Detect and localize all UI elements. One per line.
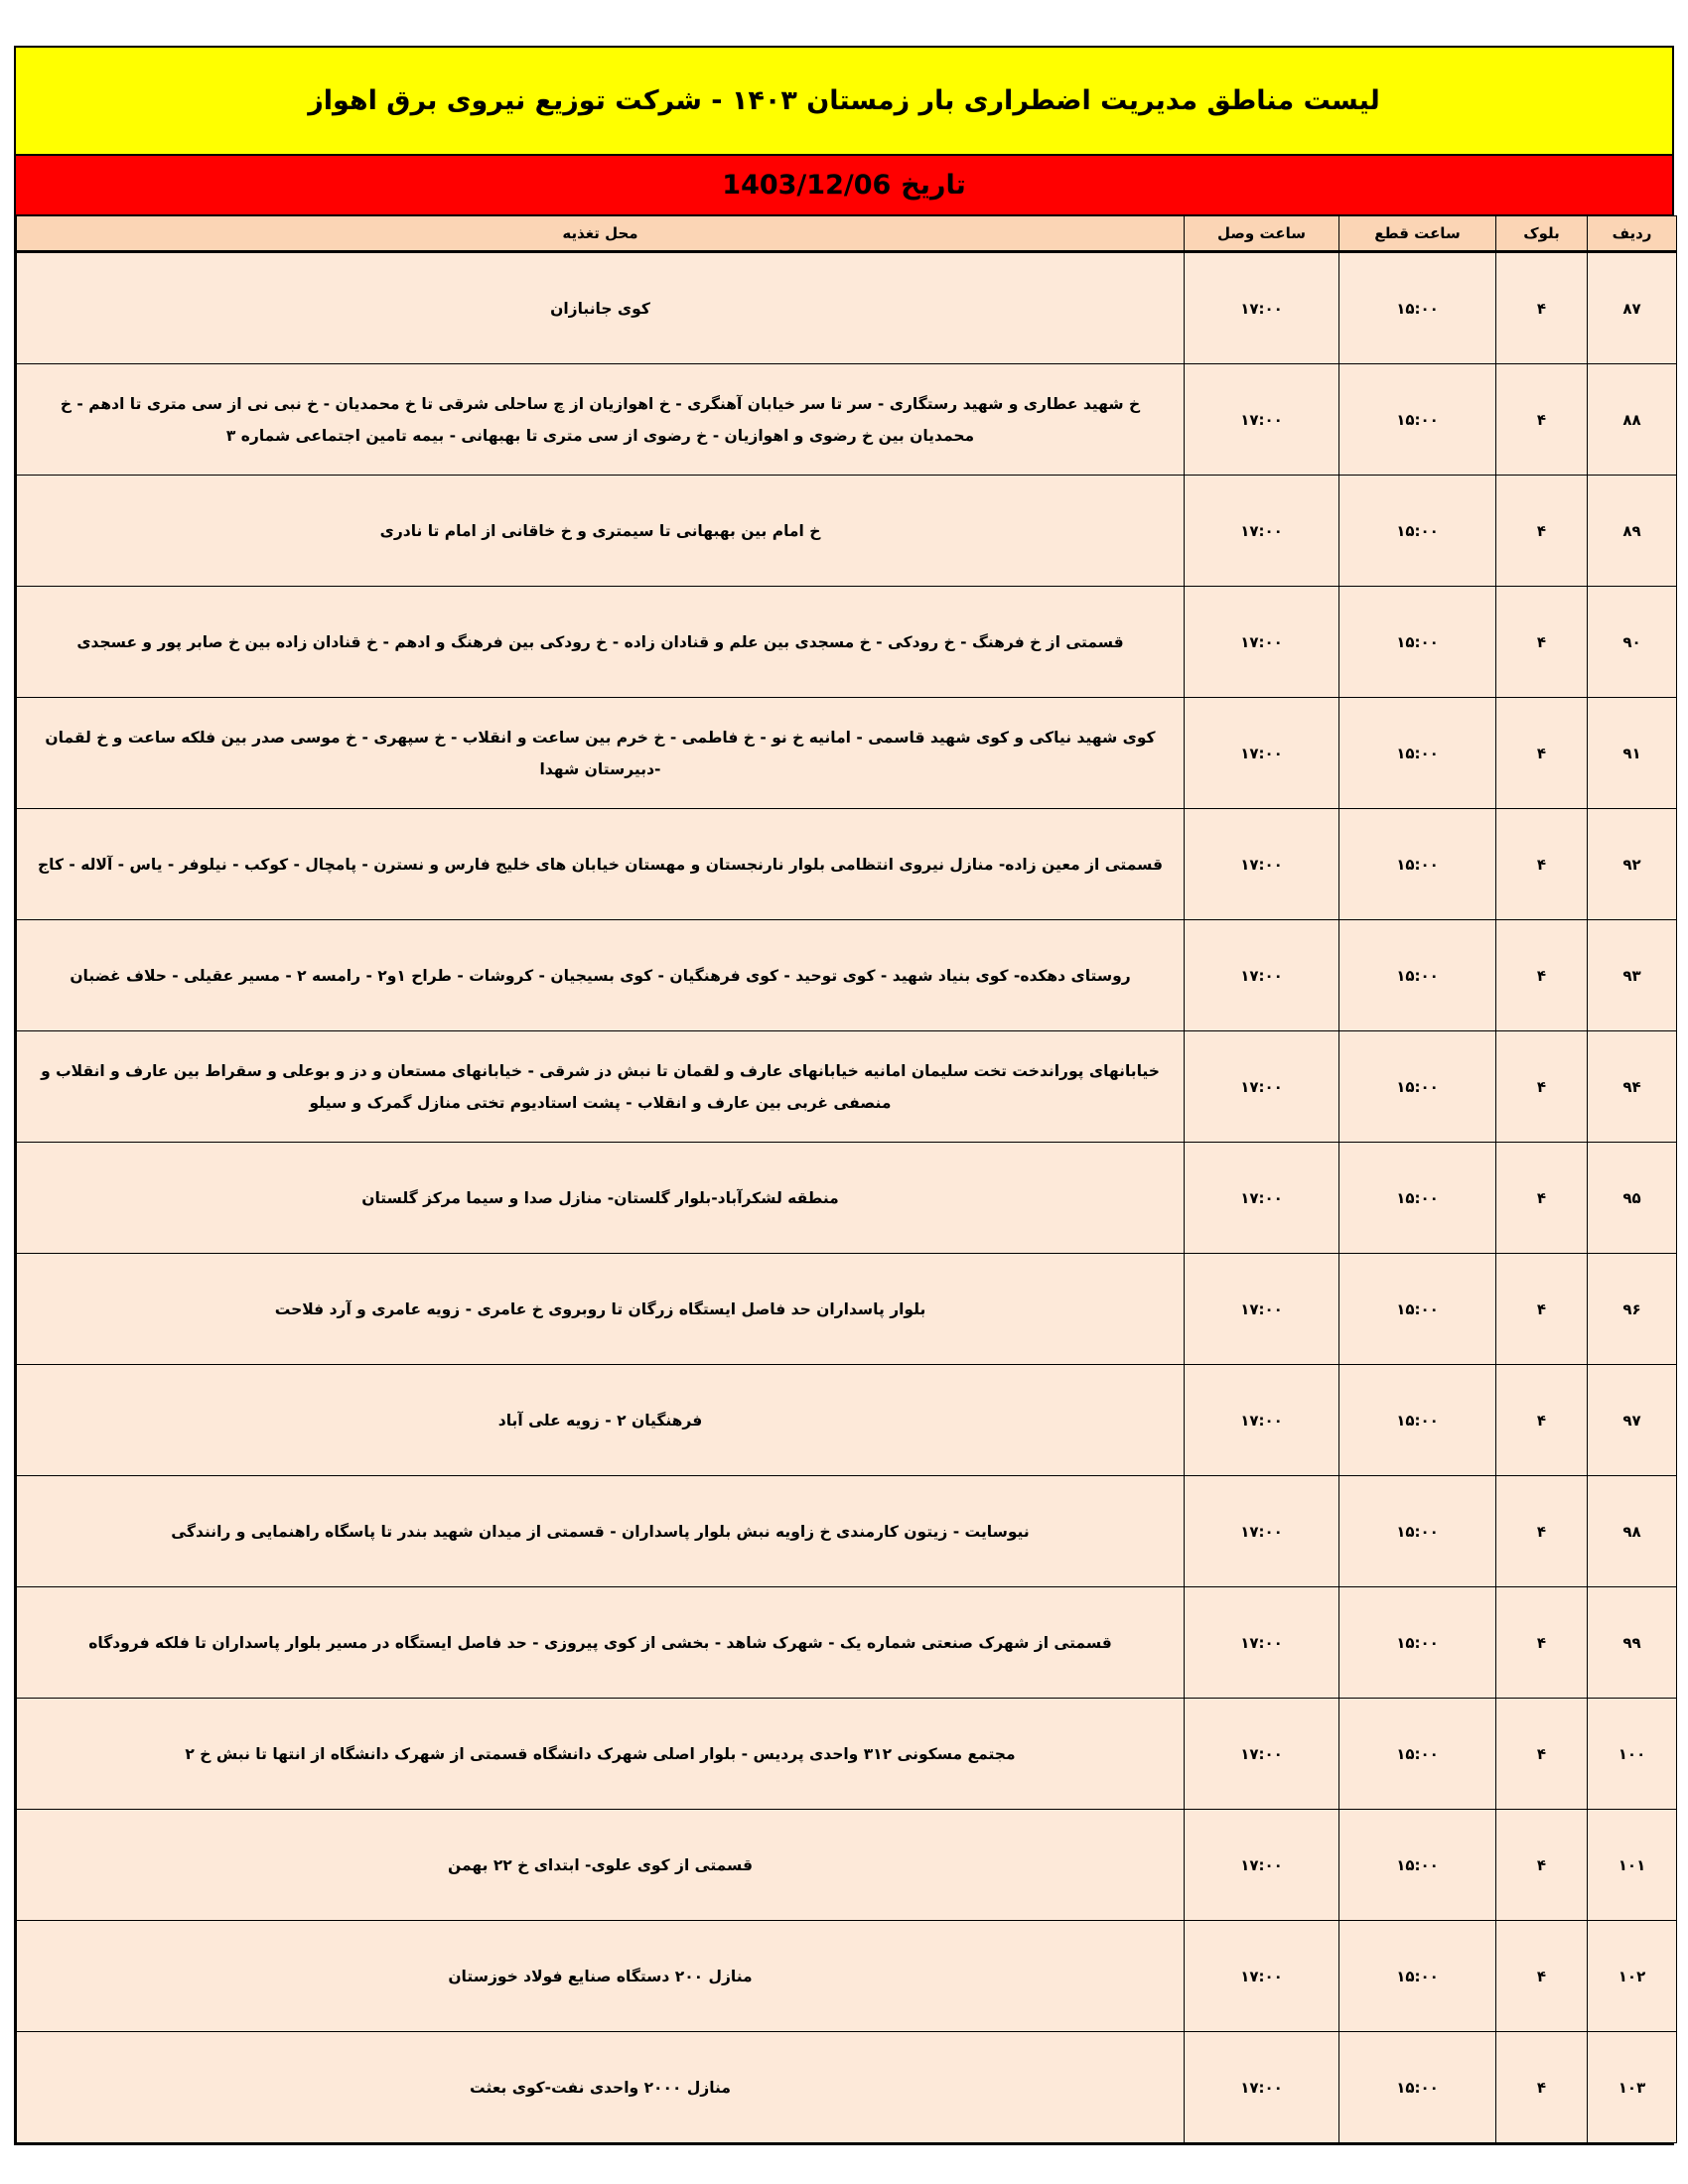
cut-time-cell: ۱۵:۰۰ xyxy=(1339,252,1496,364)
connect-time-cell: ۱۷:۰۰ xyxy=(1185,1476,1339,1587)
connect-time-cell: ۱۷:۰۰ xyxy=(1185,1699,1339,1810)
table-row xyxy=(17,1587,1677,1699)
column-header-connect-time: ساعت وصل xyxy=(1185,216,1339,252)
row-number-cell: ۸۸ xyxy=(1588,364,1677,476)
cut-time-cell: ۱۵:۰۰ xyxy=(1339,1031,1496,1143)
cut-time-cell: ۱۵:۰۰ xyxy=(1339,1699,1496,1810)
cut-time-cell: ۱۵:۰۰ xyxy=(1339,809,1496,920)
location-cell: روستای دهکده- کوی بنیاد شهید - کوی توحید - کوی فرهنگیان - کوی بسیجیان - کروشات - طراح ۱و۲ - رامسه ۲ - مسیر عقیلی - حلاف غضبان xyxy=(17,920,1185,1031)
location-cell: قسمتی از کوی علوی- ابتدای خ ۲۲ بهمن xyxy=(17,1810,1185,1921)
connect-time-cell: ۱۷:۰۰ xyxy=(1185,1587,1339,1699)
table-row xyxy=(17,1810,1677,1921)
connect-time-cell: ۱۷:۰۰ xyxy=(1185,252,1339,364)
connect-time-cell: ۱۷:۰۰ xyxy=(1185,364,1339,476)
cut-time-cell: ۱۵:۰۰ xyxy=(1339,1810,1496,1921)
block-cell: ۴ xyxy=(1496,1476,1588,1587)
connect-time-cell: ۱۷:۰۰ xyxy=(1185,1810,1339,1921)
cut-time-cell: ۱۵:۰۰ xyxy=(1339,2032,1496,2143)
row-number-cell: ۱۰۲ xyxy=(1588,1921,1677,2032)
connect-time-cell: ۱۷:۰۰ xyxy=(1185,698,1339,809)
column-header-cut-time: ساعت قطع xyxy=(1339,216,1496,252)
block-cell: ۴ xyxy=(1496,2032,1588,2143)
table-header-row xyxy=(17,216,1677,252)
table-row xyxy=(17,1699,1677,1810)
cut-time-cell: ۱۵:۰۰ xyxy=(1339,698,1496,809)
row-number-cell: ۹۱ xyxy=(1588,698,1677,809)
cut-time-cell: ۱۵:۰۰ xyxy=(1339,1587,1496,1699)
block-cell: ۴ xyxy=(1496,1921,1588,2032)
connect-time-cell: ۱۷:۰۰ xyxy=(1185,1143,1339,1254)
table-row xyxy=(17,587,1677,698)
row-number-cell: ۹۶ xyxy=(1588,1254,1677,1365)
cut-time-cell: ۱۵:۰۰ xyxy=(1339,920,1496,1031)
row-number-cell: ۱۰۳ xyxy=(1588,2032,1677,2143)
location-cell: مجتمع مسکونی ۳۱۲ واحدی پردیس - بلوار اصلی شهرک دانشگاه قسمتی از شهرک دانشگاه از انتها تا نبش خ ۲ xyxy=(17,1699,1185,1810)
table-body xyxy=(17,252,1677,2143)
table-row xyxy=(17,1921,1677,2032)
table-row xyxy=(17,1476,1677,1587)
block-cell: ۴ xyxy=(1496,1031,1588,1143)
connect-time-cell: ۱۷:۰۰ xyxy=(1185,1921,1339,2032)
date-banner xyxy=(14,156,1674,215)
location-cell: منازل ۲۰۰ دستگاه صنایع فولاد خوزستان xyxy=(17,1921,1185,2032)
location-cell: قسمتی از شهرک صنعتی شماره یک - شهرک شاهد - بخشی از کوی پیروزی - حد فاصل ایستگاه در مسیر بلوار پاسداران تا فلکه فرودگاه xyxy=(17,1587,1185,1699)
date-label: تاریخ xyxy=(901,170,966,201)
location-cell: فرهنگیان ۲ - زویه علی آباد xyxy=(17,1365,1185,1476)
column-header-location: محل تغذیه xyxy=(17,216,1185,252)
table-row xyxy=(17,1143,1677,1254)
row-number-cell: ۹۰ xyxy=(1588,587,1677,698)
table-row xyxy=(17,920,1677,1031)
table-row xyxy=(17,1031,1677,1143)
table-row xyxy=(17,1254,1677,1365)
location-cell: قسمتی از خ فرهنگ - خ رودکی - خ مسجدی بین علم و قنادان زاده - خ رودکی بین فرهنگ و ادهم - خ قنادان زاده بین خ صابر پور و عسجدی xyxy=(17,587,1185,698)
location-cell: منازل ۲۰۰۰ واحدی نفت-کوی بعثت xyxy=(17,2032,1185,2143)
location-cell: نیوسایت - زیتون کارمندی خ زاویه نبش بلوار پاسداران - قسمتی از میدان شهید بندر تا پاسگاه راهنمایی و رانندگی xyxy=(17,1476,1185,1587)
cut-time-cell: ۱۵:۰۰ xyxy=(1339,1143,1496,1254)
location-cell: قسمتی از معین زاده- منازل نیروی انتظامی بلوار نارنجستان و مهستان خیابان های خلیج فارس و نسترن - پامچال - کوکب - نیلوفر - یاس - آلاله - کاج xyxy=(17,809,1185,920)
cut-time-cell: ۱۵:۰۰ xyxy=(1339,1921,1496,2032)
row-number-cell: ۹۷ xyxy=(1588,1365,1677,1476)
column-header-row-number: ردیف xyxy=(1588,216,1677,252)
location-cell: کوی جانبازان xyxy=(17,252,1185,364)
table-wrapper xyxy=(14,215,1674,2145)
table-row xyxy=(17,2032,1677,2143)
block-cell: ۴ xyxy=(1496,1810,1588,1921)
cut-time-cell: ۱۵:۰۰ xyxy=(1339,1365,1496,1476)
location-cell: خ امام بین بهبهانی تا سیمتری و خ خاقانی از امام تا نادری xyxy=(17,476,1185,587)
connect-time-cell: ۱۷:۰۰ xyxy=(1185,1254,1339,1365)
location-cell: خیابانهای پوراندخت تخت سلیمان امانیه خیابانهای عارف و لقمان تا نبش دز شرقی - خیابانهای مستعان و دز و بوعلی و سقراط بین عارف و انقلاب و منصفی غربی بین عارف و انقلاب - پشت استادیوم تختی منازل گمرک و سیلو xyxy=(17,1031,1185,1143)
cut-time-cell: ۱۵:۰۰ xyxy=(1339,476,1496,587)
connect-time-cell: ۱۷:۰۰ xyxy=(1185,476,1339,587)
outage-table xyxy=(16,215,1677,2143)
row-number-cell: ۹۳ xyxy=(1588,920,1677,1031)
block-cell: ۴ xyxy=(1496,1365,1588,1476)
row-number-cell: ۸۷ xyxy=(1588,252,1677,364)
block-cell: ۴ xyxy=(1496,920,1588,1031)
outage-schedule-sheet xyxy=(14,46,1674,2145)
cut-time-cell: ۱۵:۰۰ xyxy=(1339,1254,1496,1365)
block-cell: ۴ xyxy=(1496,1699,1588,1810)
row-number-cell: ۹۵ xyxy=(1588,1143,1677,1254)
location-cell: منطقه لشکرآباد-بلوار گلستان- منازل صدا و سیما مرکز گلستان xyxy=(17,1143,1185,1254)
row-number-cell: ۹۲ xyxy=(1588,809,1677,920)
connect-time-cell: ۱۷:۰۰ xyxy=(1185,587,1339,698)
table-row xyxy=(17,364,1677,476)
table-row xyxy=(17,476,1677,587)
block-cell: ۴ xyxy=(1496,252,1588,364)
date-value: 1403/12/06 xyxy=(722,170,892,201)
row-number-cell: ۹۴ xyxy=(1588,1031,1677,1143)
table-row xyxy=(17,809,1677,920)
row-number-cell: ۱۰۱ xyxy=(1588,1810,1677,1921)
location-cell: بلوار پاسداران حد فاصل ایستگاه زرگان تا روبروی خ عامری - زویه عامری و آرد فلاحت xyxy=(17,1254,1185,1365)
connect-time-cell: ۱۷:۰۰ xyxy=(1185,809,1339,920)
block-cell: ۴ xyxy=(1496,476,1588,587)
cut-time-cell: ۱۵:۰۰ xyxy=(1339,364,1496,476)
column-header-block: بلوک xyxy=(1496,216,1588,252)
block-cell: ۴ xyxy=(1496,587,1588,698)
block-cell: ۴ xyxy=(1496,1587,1588,1699)
connect-time-cell: ۱۷:۰۰ xyxy=(1185,920,1339,1031)
block-cell: ۴ xyxy=(1496,1143,1588,1254)
block-cell: ۴ xyxy=(1496,364,1588,476)
block-cell: ۴ xyxy=(1496,698,1588,809)
connect-time-cell: ۱۷:۰۰ xyxy=(1185,1365,1339,1476)
table-row xyxy=(17,252,1677,364)
table-row xyxy=(17,1365,1677,1476)
cut-time-cell: ۱۵:۰۰ xyxy=(1339,1476,1496,1587)
table-row xyxy=(17,698,1677,809)
cut-time-cell: ۱۵:۰۰ xyxy=(1339,587,1496,698)
row-number-cell: ۱۰۰ xyxy=(1588,1699,1677,1810)
row-number-cell: ۸۹ xyxy=(1588,476,1677,587)
row-number-cell: ۹۸ xyxy=(1588,1476,1677,1587)
page-title: لیست مناطق مدیریت اضطراری بار زمستان ۱۴۰۳ - شرکت توزیع نیروی برق اهواز xyxy=(14,46,1674,156)
block-cell: ۴ xyxy=(1496,809,1588,920)
connect-time-cell: ۱۷:۰۰ xyxy=(1185,1031,1339,1143)
location-cell: خ شهید عطاری و شهید رستگاری - سر تا سر خیابان آهنگری - خ اهوازیان از چ ساحلی شرقی تا خ محمدیان - خ نبی نی از سی متری تا ادهم - خ محمدیان بین خ رضوی و اهوازیان - خ رضوی از سی متری تا بهبهانی - بیمه تامین اجتماعی شماره ۳ xyxy=(17,364,1185,476)
connect-time-cell: ۱۷:۰۰ xyxy=(1185,2032,1339,2143)
block-cell: ۴ xyxy=(1496,1254,1588,1365)
location-cell: کوی شهید نیاکی و کوی شهید قاسمی - امانیه خ نو - خ فاطمی - خ خرم بین ساعت و انقلاب - خ سپهری - خ موسی صدر بین فلکه ساعت و خ لقمان -دبیرستان شهدا xyxy=(17,698,1185,809)
row-number-cell: ۹۹ xyxy=(1588,1587,1677,1699)
